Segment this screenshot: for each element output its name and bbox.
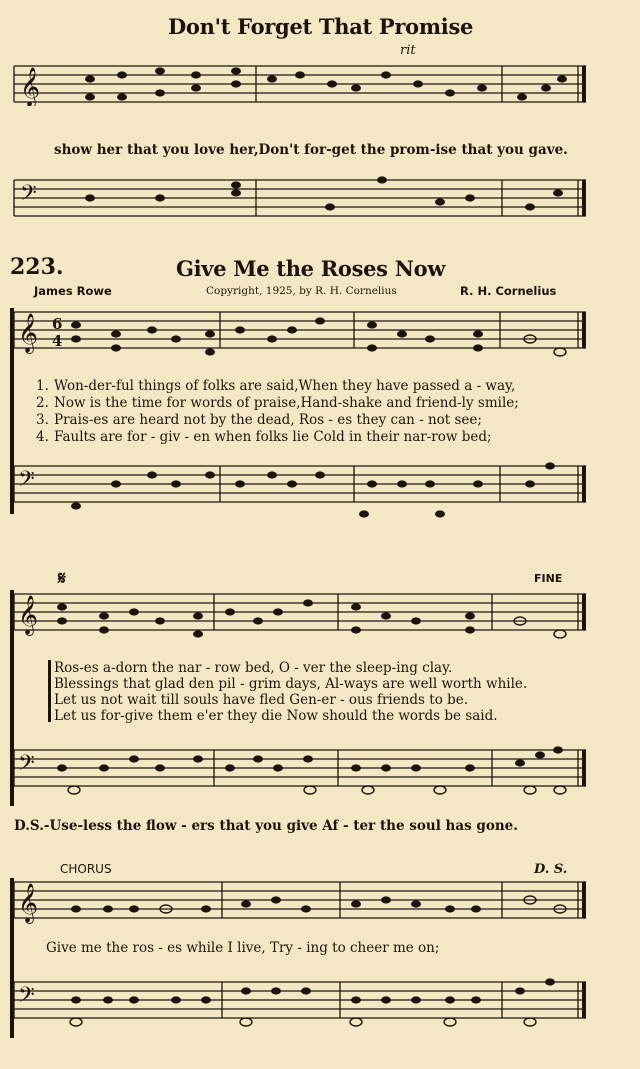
- verse-line-3: 3. Prais-es are heard not by the dead, Ros - es they can - not see;: [36, 412, 482, 428]
- staff-bass-1: [10, 176, 590, 216]
- fine-mark: FINE: [534, 572, 563, 585]
- staff-treble-2: [10, 308, 590, 353]
- prev-hymn-title: Don't Forget That Promise: [168, 14, 474, 39]
- ds-mark: D. S.: [534, 862, 568, 877]
- time-sig-top: 6: [52, 315, 63, 333]
- composer: R. H. Cornelius: [460, 284, 557, 298]
- verse-line-4: 4. Faults are for - giv - en when folks lie Cold in their nar-row bed;: [36, 429, 492, 445]
- svg-text:𝄢: 𝄢: [18, 751, 35, 781]
- staff-bass-4: [10, 978, 590, 1018]
- staff-treble-3: [10, 590, 590, 635]
- segno-icon: 𝄋: [58, 568, 66, 589]
- prev-hymn-lyric: show her that you love her,Don't for-get the prom-ise that you gave.: [54, 142, 568, 158]
- verse2-line-3: Let us not wait till souls have fled Gen-er - ous friends to be.: [54, 692, 469, 708]
- chorus-label: CHORUS: [60, 862, 112, 876]
- svg-text:𝄢: 𝄢: [18, 467, 35, 497]
- verse2-line-1: Ros-es a-dorn the nar - row bed, O - ver the sleep-ing clay.: [54, 660, 453, 676]
- svg-text:𝄢: 𝄢: [20, 181, 37, 211]
- verse-line-1: 1. Won-der-ful things of folks are said,When they have passed a - way,: [36, 378, 516, 394]
- svg-text:𝄞: 𝄞: [20, 67, 41, 106]
- staff-bass-2: [10, 462, 590, 502]
- verse-bracket: [48, 660, 51, 722]
- lyricist: James Rowe: [34, 284, 112, 298]
- verse2-line-2: Blessings that glad den pil - grim days, Al-ways are well worth while.: [54, 676, 528, 692]
- chorus-lyric: Give me the ros - es while I live, Try - ing to cheer me on;: [46, 940, 440, 956]
- ds-line: D.S.-Use-less the flow - ers that you give Af - ter the soul has gone.: [14, 818, 518, 834]
- tempo-mark: rit: [400, 43, 416, 58]
- hymn-number: 223.: [10, 254, 64, 280]
- staff-treble-1: [10, 62, 590, 106]
- verse2-line-4: Let us for-give them e'er they die Now should the words be said.: [54, 708, 498, 724]
- svg-text:𝄞: 𝄞: [18, 595, 39, 635]
- svg-text:𝄢: 𝄢: [18, 983, 35, 1013]
- hymn-title: Give Me the Roses Now: [176, 256, 446, 281]
- copyright: Copyright, 1925, by R. H. Cornelius: [206, 285, 397, 297]
- staff-bass-3: [10, 746, 590, 786]
- svg-text:𝄞: 𝄞: [18, 883, 39, 923]
- time-sig-bottom: 4: [52, 332, 63, 350]
- verse-line-2: 2. Now is the time for words of praise,Hand-shake and friend-ly smile;: [36, 395, 519, 411]
- svg-text:𝄞: 𝄞: [18, 313, 39, 353]
- staff-treble-4: [10, 878, 590, 923]
